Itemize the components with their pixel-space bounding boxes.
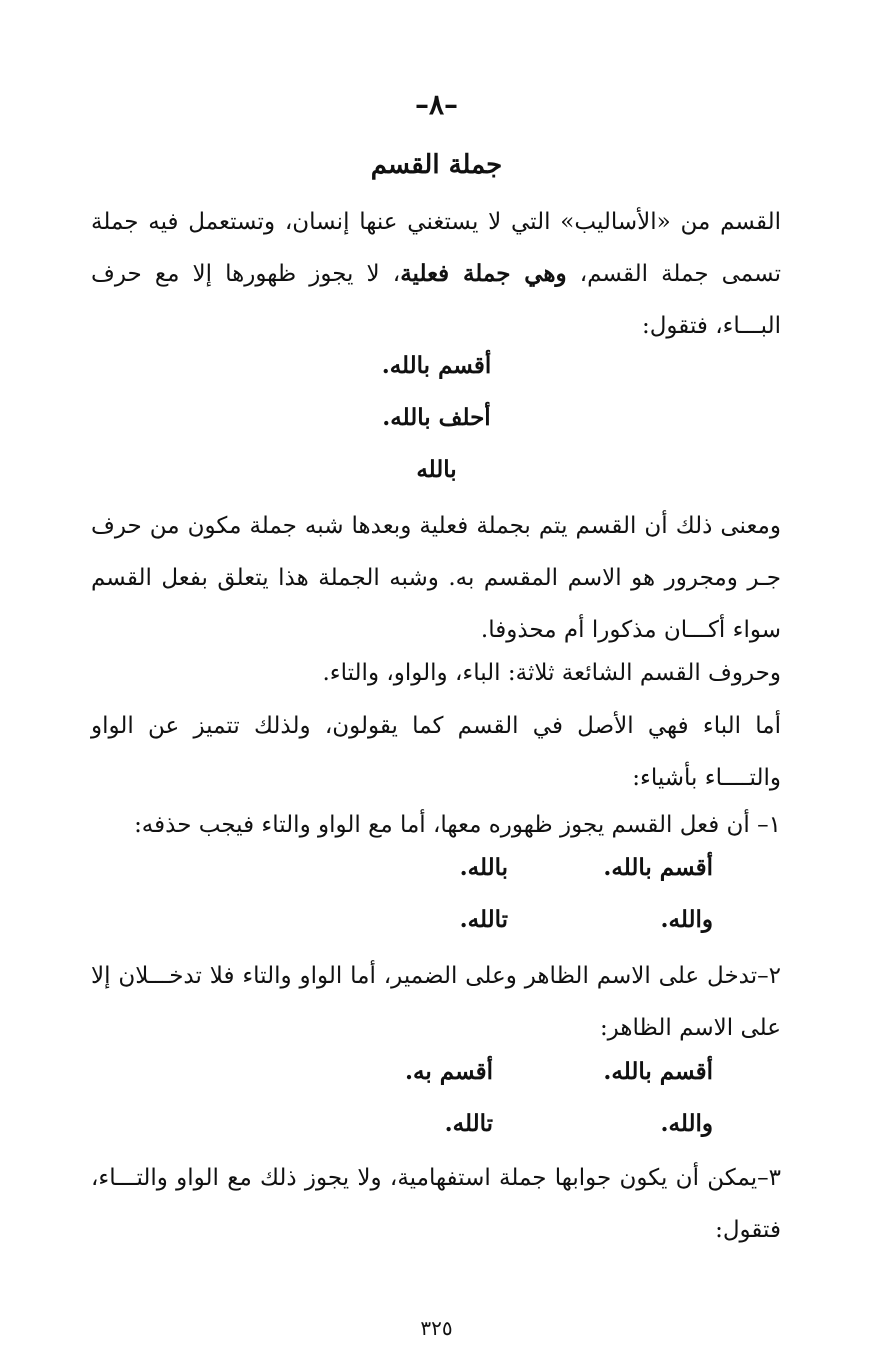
rule1-example-1-left: بالله. [459,854,508,881]
example-center-2: أحلف بالله. [382,404,491,431]
paragraph-letters: وحروف القسم الشائعة ثلاثة: الباء، والواو، والتاء. [322,660,781,686]
example-center-1: أقسم بالله. [381,352,492,379]
intro-text-a: القسم من «الأساليب» التي لا يستغني عنها إنسان، وتستعمل فيه جملة تسمى جملة القسم، [91,209,782,287]
example-center-3: بالله [416,456,457,483]
page-number: ٣٢٥ [420,1316,453,1340]
rule2-example-1-right: أقسم بالله. [603,1058,713,1085]
rule1-example-2-left: تالله. [459,906,508,933]
rule1-example-1-right: أقسم بالله. [603,854,713,881]
page-marker: –٨– [414,88,459,121]
intro-text-b: ، لا يجوز ظهورها إلا مع حرف البـــاء، فتقول: [91,261,781,339]
rule1-example-2-right: والله. [660,906,713,933]
rule2-example-1-left: أقسم به. [405,1058,493,1085]
paragraph-meaning: ومعنى ذلك أن القسم يتم بجملة فعلية وبعدها شبه جملة مكون من حرف جـر ومجرور هو الاسم المقسم به. وشبه الجملة هذا يتعلق بفعل القسم سواء أكـــان مذكورا أم محذوفا. [91,513,781,643]
section-title: جملة القسم [370,150,503,180]
intro-paragraph [91,196,781,352]
intro-text-bold: وهي جملة فعلية [400,260,567,287]
paragraph-baa: أما الباء فهي الأصل في القسم كما يقولون، ولذلك تتميز عن الواو والتــــاء بأشياء: [91,713,781,791]
rule-1: ١– أن فعل القسم يجوز ظهوره معها، أما مع الواو والتاء فيجب حذفه: [134,812,781,838]
rule-2: ٢–تدخل على الاسم الظاهر وعلى الضمير، أما الواو والتاء فلا تدخـــلان إلا على الاسم الظاهر: [91,963,781,1041]
rule2-example-2-right: والله. [660,1110,713,1137]
rule2-example-2-left: تالله. [444,1110,493,1137]
rule-3: ٣–يمكن أن يكون جوابها جملة استفهامية، ولا يجوز ذلك مع الواو والتـــاء، فتقول: [91,1165,781,1243]
